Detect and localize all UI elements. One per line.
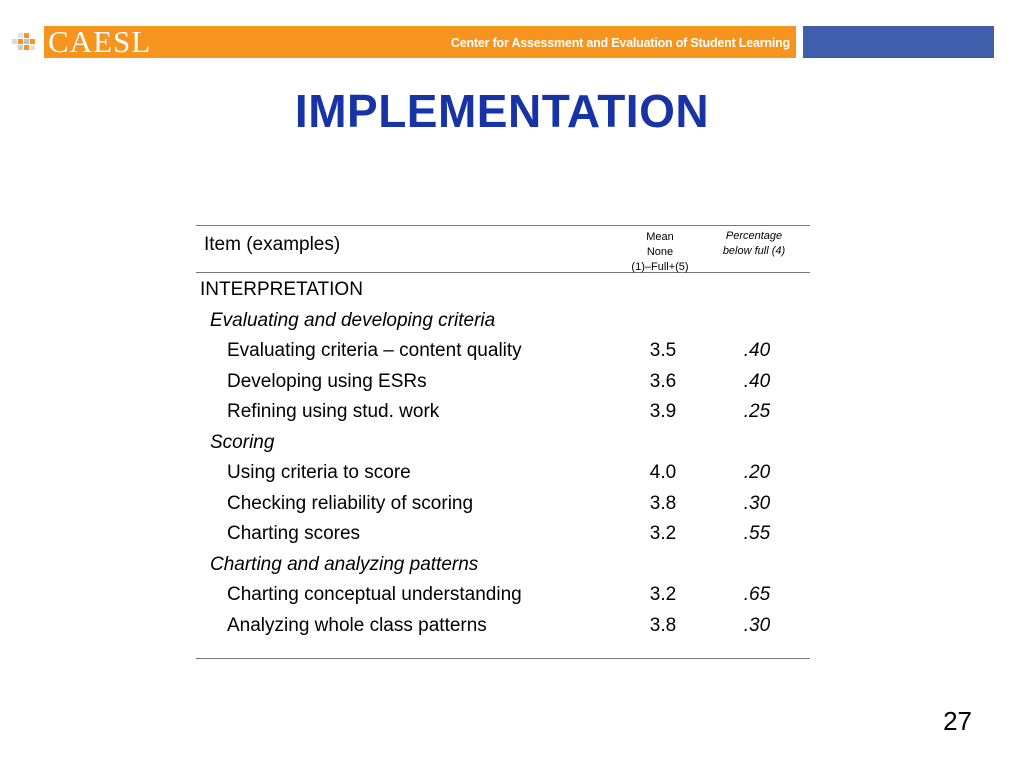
row-mean: 3.5 bbox=[649, 340, 677, 361]
row-mean: 3.8 bbox=[649, 493, 677, 514]
header-accent-block bbox=[803, 26, 994, 58]
row-label: Checking reliability of scoring bbox=[227, 493, 474, 514]
table-row bbox=[196, 397, 810, 427]
row-label: Developing using ESRs bbox=[227, 371, 427, 392]
table-header bbox=[196, 226, 810, 273]
table-row bbox=[196, 336, 810, 366]
row-percentage: .40 bbox=[743, 340, 771, 361]
table-row bbox=[196, 367, 810, 397]
header-bar bbox=[44, 26, 796, 58]
row-mean: 4.0 bbox=[649, 462, 677, 483]
row-mean: 3.2 bbox=[649, 584, 677, 605]
row-percentage: .40 bbox=[743, 371, 771, 392]
implementation-table bbox=[196, 225, 810, 659]
header-mean: Mean None (1)–Full+(5) bbox=[631, 231, 689, 273]
row-label: Evaluating criteria – content quality bbox=[227, 340, 522, 361]
table-row-group bbox=[196, 306, 810, 336]
row-label: Charting conceptual understanding bbox=[227, 584, 522, 605]
table-row bbox=[196, 580, 810, 610]
table-row-group bbox=[196, 428, 810, 458]
slide-title: IMPLEMENTATION bbox=[294, 85, 710, 137]
row-percentage: .30 bbox=[743, 493, 771, 514]
logo-pixel-icon bbox=[10, 30, 40, 54]
header-percentage: Percentage below full (4) bbox=[722, 230, 786, 257]
row-label: Charting and analyzing patterns bbox=[210, 554, 479, 575]
row-percentage: .55 bbox=[743, 523, 771, 544]
row-percentage: .65 bbox=[743, 584, 771, 605]
table-row-section bbox=[196, 275, 810, 305]
logo-text: CAESL bbox=[48, 24, 152, 59]
row-mean: 3.6 bbox=[649, 371, 677, 392]
row-label: INTERPRETATION bbox=[200, 279, 363, 300]
row-label: Analyzing whole class patterns bbox=[227, 615, 487, 636]
row-label: Evaluating and developing criteria bbox=[210, 310, 496, 331]
row-label: Charting scores bbox=[227, 523, 361, 544]
table-row bbox=[196, 519, 810, 549]
page-number: 27 bbox=[943, 706, 972, 736]
row-percentage: .20 bbox=[743, 462, 771, 483]
row-label: Scoring bbox=[210, 432, 275, 453]
row-mean: 3.2 bbox=[649, 523, 677, 544]
row-percentage: .30 bbox=[743, 615, 771, 636]
header-item: Item (examples) bbox=[204, 234, 341, 255]
table-row bbox=[196, 489, 810, 519]
row-label: Refining using stud. work bbox=[227, 401, 440, 422]
table-row bbox=[196, 458, 810, 488]
table-row bbox=[196, 611, 810, 641]
tagline: Center for Assessment and Evaluation of Student Learning bbox=[450, 36, 790, 50]
row-mean: 3.8 bbox=[649, 615, 677, 636]
row-percentage: .25 bbox=[743, 401, 771, 422]
row-label: Using criteria to score bbox=[227, 462, 411, 483]
table-row-group bbox=[196, 550, 810, 580]
row-mean: 3.9 bbox=[649, 401, 677, 422]
